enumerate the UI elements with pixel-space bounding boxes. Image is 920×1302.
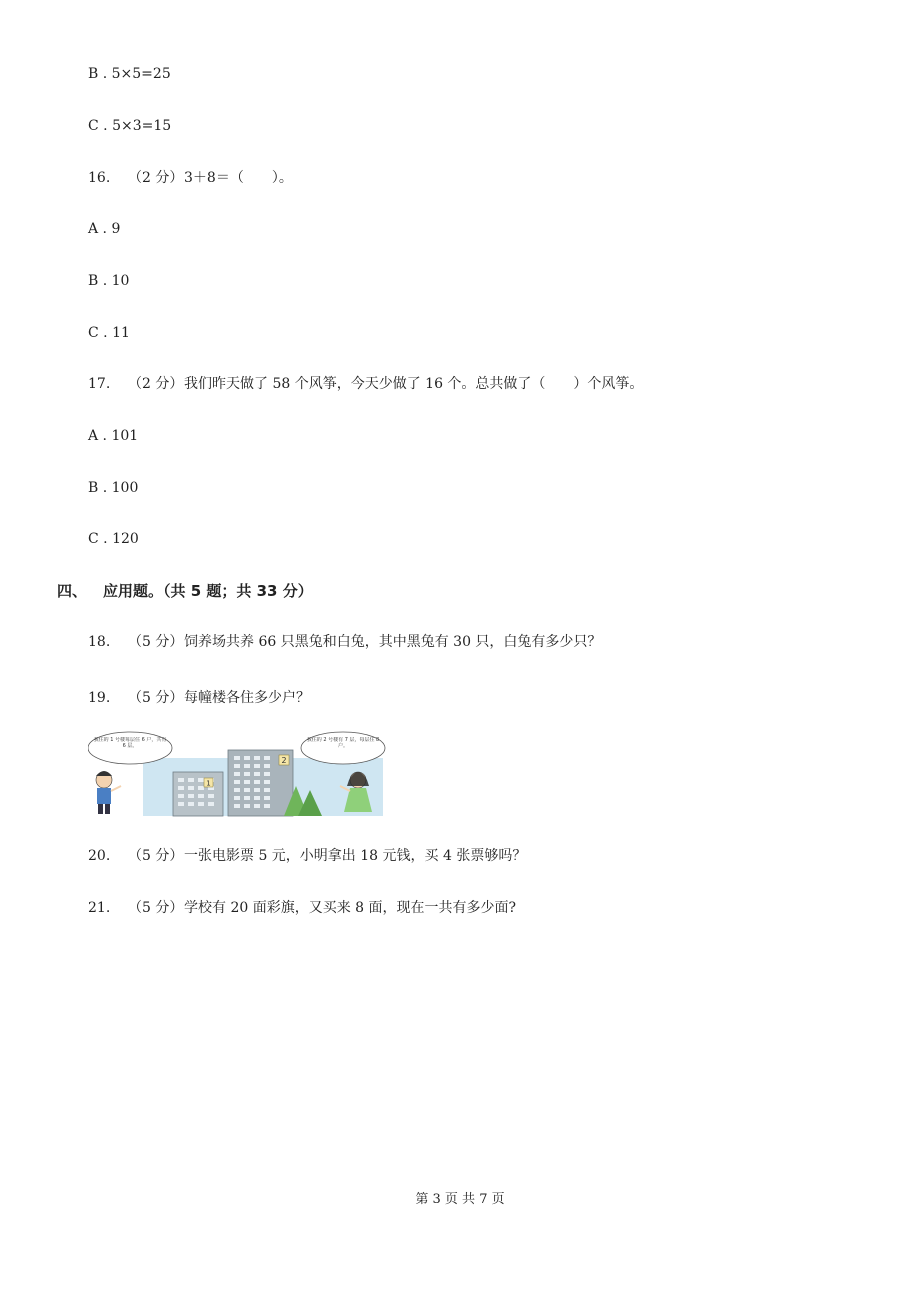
question-score: （5 分） — [128, 848, 184, 864]
page-footer — [0, 1190, 920, 1210]
page-number-text: 第 3 页 共 7 页 — [415, 1192, 505, 1207]
speech-bubble-right-text: 我住的 2 号楼有 7 层，每层住 8 户。 — [306, 737, 380, 749]
question-number: 17. — [88, 376, 111, 392]
speech-bubble-left-text: 我住的 1 号楼每层住 6 户，共有 6 层。 — [93, 737, 167, 749]
question-text: 饲养场共养 66 只黑兔和白兔，其中黑兔有 30 只，白兔有多少只？ — [184, 634, 602, 650]
option-15-b: B . 5×5=25 — [88, 66, 171, 82]
question-number: 20. — [88, 848, 111, 864]
question-number: 16. — [88, 170, 111, 186]
question-19 — [88, 688, 310, 708]
speech-bubble-left-text-box — [92, 737, 168, 761]
option-15-c: C . 5×3=15 — [88, 118, 172, 134]
question-17 — [88, 374, 643, 394]
option-17-a: A . 101 — [88, 428, 139, 444]
question-text: 每幢楼各住多少户？ — [184, 690, 310, 706]
question-16 — [88, 168, 293, 188]
question-text: 一张电影票 5 元，小明拿出 18 元钱，买 4 张票够吗？ — [184, 848, 527, 864]
question-21 — [88, 898, 516, 918]
section-heading — [57, 580, 313, 602]
building-2-label: 2 — [281, 756, 287, 765]
question-score: （2 分） — [128, 376, 184, 392]
section-title: 应用题。（共 5 题；共 33 分） — [103, 582, 313, 600]
option-16-b: B . 10 — [88, 273, 130, 289]
question-score: （5 分） — [128, 634, 184, 650]
buildings-illustration — [88, 728, 388, 818]
speech-bubble-right-text-box — [305, 737, 381, 761]
question-score: （5 分） — [128, 690, 184, 706]
question-number: 18. — [88, 634, 111, 650]
question-number: 19. — [88, 690, 111, 706]
question-number: 21. — [88, 900, 111, 916]
section-index: 四、 — [57, 582, 88, 600]
question-text: 学校有 20 面彩旗，又买来 8 面，现在一共有多少面? — [184, 900, 517, 916]
question-score: （2 分） — [128, 170, 184, 186]
building-1-label: 1 — [206, 779, 211, 788]
question-18 — [88, 632, 601, 652]
question-score: （5 分） — [128, 900, 184, 916]
option-17-b: B . 100 — [88, 480, 139, 496]
option-16-c: C . 11 — [88, 325, 130, 341]
option-17-c: C . 120 — [88, 531, 139, 547]
question-20 — [88, 846, 526, 866]
question-text: 3＋8＝（ ）。 — [184, 170, 293, 186]
option-16-a: A . 9 — [88, 221, 121, 237]
question-text: 我们昨天做了 58 个风筝，今天少做了 16 个。总共做了（ ）个风筝。 — [184, 376, 644, 392]
